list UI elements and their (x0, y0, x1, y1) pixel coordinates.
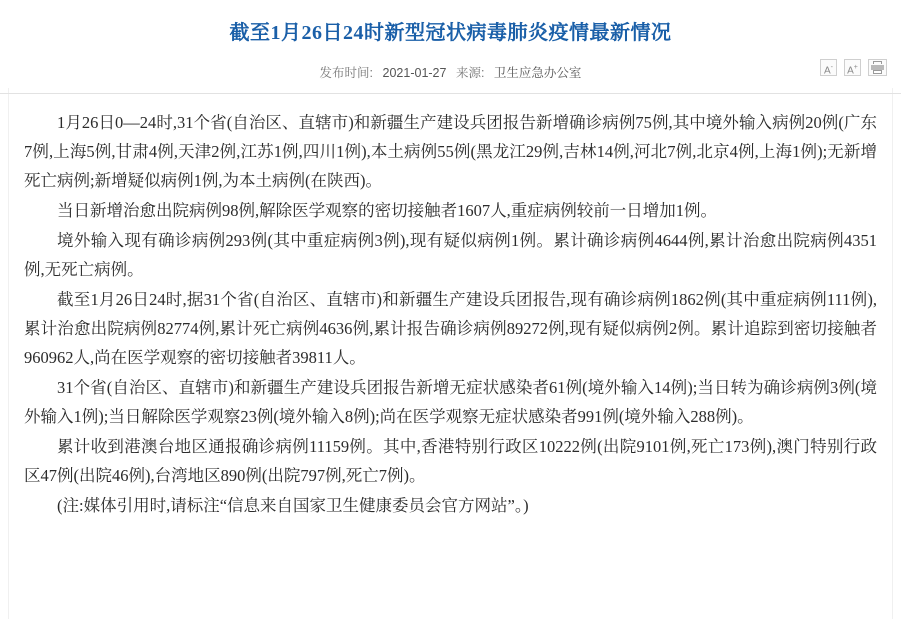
font-decrease-button[interactable] (820, 59, 837, 76)
font-increase-label: A (847, 65, 854, 77)
source-value: 卫生应急办公室 (493, 66, 582, 80)
page-right-rule (892, 88, 893, 619)
font-increase-sup: + (853, 64, 858, 71)
publish-time-value: 2021-01-27 (382, 66, 447, 80)
paragraph: 累计收到港澳台地区通报确诊病例11159例。其中,香港特别行政区10222例(出院9101例,死亡173例),澳门特别行政区47例(出院46例),台湾地区890例(出院797例,死亡7例)。 (24, 437, 877, 485)
article-body (0, 94, 901, 520)
paragraph: 境外输入现有确诊病例293例(其中重症病例3例),现有疑似病例1例。累计确诊病例4644例,累计治愈出院病例4351例,无死亡病例。 (24, 231, 877, 279)
page-title: 截至1月26日24时新型冠状病毒肺炎疫情最新情况 (229, 22, 672, 44)
printer-icon[interactable] (868, 59, 887, 76)
article-tools (820, 59, 887, 76)
font-decrease-label: A (823, 65, 831, 77)
font-increase-button[interactable] (844, 59, 861, 76)
media-citation-note: (注:媒体引用时,请标注“信息来自国家卫生健康委员会官方网站”。) (57, 496, 529, 515)
publish-time-label: 发布时间: (319, 66, 374, 80)
printer-icon-output (873, 70, 882, 74)
font-decrease-sup: - (830, 64, 833, 71)
source-label: 来源: (455, 66, 485, 80)
page-left-rule (8, 88, 9, 619)
paragraph: 当日新增治愈出院病例98例,解除医学观察的密切接触者1607人,重症病例较前一日增加1例。 (57, 201, 717, 220)
paragraph: 31个省(自治区、直辖市)和新疆生产建设兵团报告新增无症状感染者61例(境外输入14例);当日转为确诊病例3例(境外输入1例);当日解除医学观察23例(境外输入8例);尚在医学观察无症状感染者991例(境外输入288例)。 (24, 378, 877, 426)
meta-bar (0, 59, 901, 94)
meta-info (0, 59, 901, 81)
paragraph: 截至1月26日24时,据31个省(自治区、直辖市)和新疆生产建设兵团报告,现有确诊病例1862例(其中重症病例111例),累计治愈出院病例82774例,累计死亡病例4636例,累计报告确诊病例89272例,现有疑似病例2例。累计追踪到密切接触者960962人,尚在医学观察的密切接触者39811人。 (24, 290, 877, 367)
paragraph: 1月26日0—24时,31个省(自治区、直辖市)和新疆生产建设兵团报告新增确诊病例75例,其中境外输入病例20例(广东7例,上海5例,甘肃4例,天津2例,江苏1例,四川1例),本土病例55例(黑龙江29例,吉林14例,河北7例,北京4例,上海1例);无新增死亡病例;新增疑似病例1例,为本土病例(在陕西)。 (24, 113, 877, 190)
printer-icon-top (873, 61, 882, 64)
